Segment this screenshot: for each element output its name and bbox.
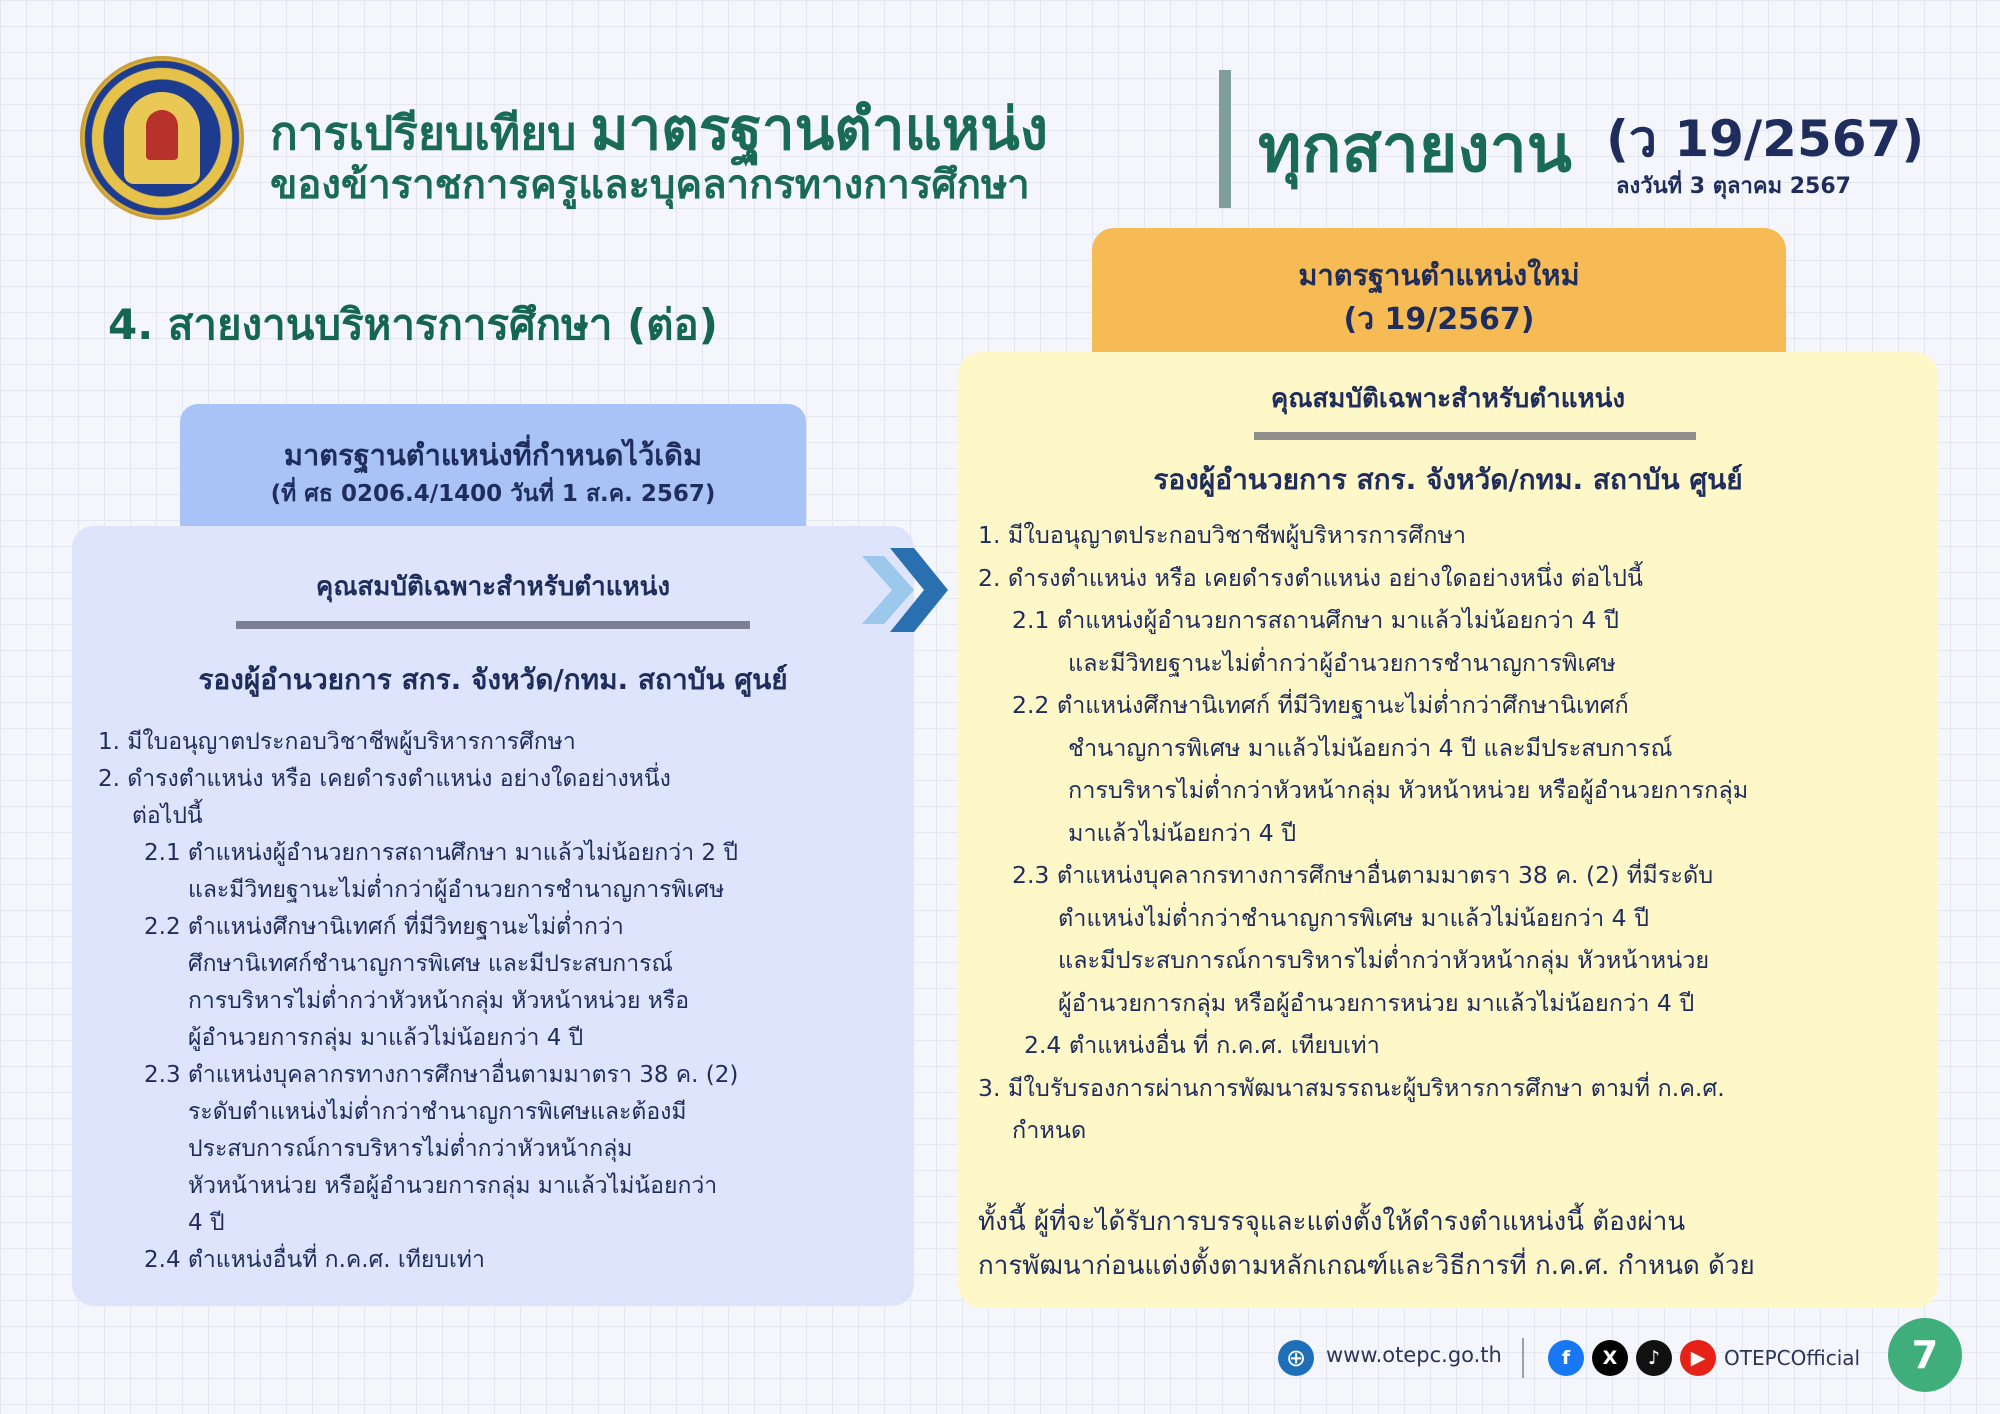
- old-position-title: รองผู้อำนวยการ สกร. จังหวัด/กทม. สถาบัน ศูนย์: [198, 663, 788, 696]
- list-item: 1. มีใบอนุญาตประกอบวิชาชีพผู้บริหารการศึกษา: [978, 521, 1467, 549]
- globe-icon[interactable]: ⊕: [1278, 1340, 1314, 1376]
- new-standard-note: [978, 1200, 1755, 1288]
- list-item: 2.2 ตำแหน่งศึกษานิเทศก์ ที่มีวิทยฐานะไม่ต่ำกว่า: [144, 914, 624, 940]
- list-item: ต่อไปนี้: [132, 803, 203, 829]
- new-standard-title: มาตรฐานตำแหน่งใหม่: [1298, 258, 1580, 292]
- list-item: การบริหารไม่ต่ำกว่าหัวหน้ากลุ่ม หัวหน้าหน่วย หรือ: [188, 988, 690, 1014]
- emblem-icon: [124, 92, 200, 184]
- list-item: ระดับตำแหน่งไม่ต่ำกว่าชำนาญการพิเศษและต้องมี: [188, 1099, 687, 1125]
- list-item: 2.4 ตำแหน่งอื่นที่ ก.ค.ศ. เทียบเท่า: [144, 1247, 485, 1273]
- new-position-title: รองผู้อำนวยการ สกร. จังหวัด/กทม. สถาบัน ศูนย์: [1153, 463, 1743, 496]
- old-standard-reference: (ที่ ศธ 0206.4/1400 วันที่ 1 ส.ค. 2567): [270, 481, 716, 507]
- list-item: และมีประสบการณ์การบริหารไม่ต่ำกว่าหัวหน้ากลุ่ม หัวหน้าหน่วย: [1058, 946, 1710, 974]
- list-item: 2.2 ตำแหน่งศึกษานิเทศก์ ที่มีวิทยฐานะไม่ต่ำกว่าศึกษานิเทศก์: [1012, 691, 1629, 719]
- list-item: 2. ดำรงตำแหน่ง หรือ เคยดำรงตำแหน่ง อย่างใดอย่างหนึ่ง: [98, 766, 671, 792]
- list-item: มาแล้วไม่น้อยกว่า 4 ปี: [1068, 818, 1297, 847]
- list-item: ผู้อำนวยการกลุ่ม มาแล้วไม่น้อยกว่า 4 ปี: [188, 1025, 584, 1051]
- new-standard-tab: [1092, 228, 1786, 358]
- list-item: ชำนาญการพิเศษ มาแล้วไม่น้อยกว่า 4 ปี และมีประสบการณ์: [1068, 733, 1673, 762]
- note-line: ทั้งนี้ ผู้ที่จะได้รับการบรรจุและแต่งตั้งให้ดำรงตำแหน่งนี้ ต้องผ่าน: [978, 1207, 1686, 1237]
- chevron-right-icon: [862, 548, 948, 632]
- list-item: ประสบการณ์การบริหารไม่ต่ำกว่าหัวหน้ากลุ่ม: [188, 1136, 633, 1162]
- page-subtitle: ของข้าราชการครูและบุคลากรทางการศึกษา: [270, 162, 1030, 208]
- list-item: หัวหน้าหน่วย หรือผู้อำนวยการกลุ่ม มาแล้วไม่น้อยกว่า: [188, 1173, 718, 1199]
- list-item: และมีวิทยฐานะไม่ต่ำกว่าผู้อำนวยการชำนาญการพิเศษ: [188, 877, 725, 903]
- title-emphasis: มาตรฐานตำแหน่ง: [590, 95, 1049, 163]
- note-line: การพัฒนาก่อนแต่งตั้งตามหลักเกณฑ์และวิธีการที่ ก.ค.ศ. กำหนด ด้วย: [978, 1251, 1755, 1281]
- new-standard-reference: (ว 19/2567): [1343, 302, 1535, 337]
- x-icon[interactable]: X: [1592, 1340, 1628, 1376]
- order-date: ลงวันที่ 3 ตุลาคม 2567: [1616, 174, 1851, 199]
- title-prefix: การเปรียบเทียบ: [270, 106, 577, 160]
- new-qualification-heading: คุณสมบัติเฉพาะสำหรับตำแหน่ง: [1270, 384, 1626, 414]
- order-number: (ว 19/2567): [1606, 110, 1925, 168]
- old-standard-tab: [180, 404, 806, 528]
- list-item: 4 ปี: [188, 1210, 225, 1236]
- facebook-icon[interactable]: f: [1548, 1340, 1584, 1376]
- list-item: ผู้อำนวยการกลุ่ม หรือผู้อำนวยการหน่วย มาแล้วไม่น้อยกว่า 4 ปี: [1058, 988, 1695, 1017]
- tiktok-icon[interactable]: ♪: [1636, 1340, 1672, 1376]
- list-item: 2.3 ตำแหน่งบุคลากรทางการศึกษาอื่นตามมาตรา 38 ค. (2): [144, 1062, 739, 1088]
- list-item: 2.1 ตำแหน่งผู้อำนวยการสถานศึกษา มาแล้วไม่น้อยกว่า 4 ปี: [1012, 606, 1619, 634]
- list-item: การบริหารไม่ต่ำกว่าหัวหน้ากลุ่ม หัวหน้าหน่วย หรือผู้อำนวยการกลุ่ม: [1068, 776, 1749, 804]
- section-title: 4. สายงานบริหารการศึกษา (ต่อ): [108, 300, 718, 349]
- list-item: 1. มีใบอนุญาตประกอบวิชาชีพผู้บริหารการศึกษา: [98, 729, 576, 755]
- all-lines-label: ทุกสายงาน: [1258, 110, 1572, 187]
- youtube-icon[interactable]: ▶: [1680, 1340, 1716, 1376]
- page-number: 7: [1888, 1318, 1962, 1392]
- footer-divider: [1522, 1338, 1524, 1378]
- old-heading-underline: [236, 621, 750, 629]
- list-item: และมีวิทยฐานะไม่ต่ำกว่าผู้อำนวยการชำนาญการพิเศษ: [1068, 648, 1616, 677]
- otepc-logo: [80, 56, 244, 220]
- social-handle[interactable]: OTEPCOfficial: [1724, 1346, 1861, 1370]
- new-heading-underline: [1254, 432, 1696, 440]
- list-item: กำหนด: [1012, 1116, 1087, 1144]
- old-standard-title: มาตรฐานตำแหน่งที่กำหนดไว้เดิม: [283, 438, 703, 472]
- old-qualification-list: [98, 724, 738, 1279]
- old-qualification-heading: คุณสมบัติเฉพาะสำหรับตำแหน่ง: [315, 572, 671, 602]
- list-item: 3. มีใบรับรองการผ่านการพัฒนาสมรรถนะผู้บริหารการศึกษา ตามที่ ก.ค.ศ.: [978, 1073, 1725, 1102]
- list-item: 2.3 ตำแหน่งบุคลากรทางการศึกษาอื่นตามมาตรา 38 ค. (2) ที่มีระดับ: [1012, 861, 1714, 889]
- list-item: 2.4 ตำแหน่งอื่น ที่ ก.ค.ศ. เทียบเท่า: [1024, 1031, 1380, 1059]
- header-divider: [1219, 70, 1231, 208]
- website-link[interactable]: www.otepc.go.th: [1326, 1343, 1502, 1367]
- list-item: ตำแหน่งไม่ต่ำกว่าชำนาญการพิเศษ มาแล้วไม่น้อยกว่า 4 ปี: [1058, 903, 1650, 932]
- new-qualification-list: [978, 514, 1748, 1152]
- list-item: ศึกษานิเทศก์ชำนาญการพิเศษ และมีประสบการณ์: [188, 951, 673, 977]
- list-item: 2.1 ตำแหน่งผู้อำนวยการสถานศึกษา มาแล้วไม่น้อยกว่า 2 ปี: [144, 840, 738, 866]
- list-item: 2. ดำรงตำแหน่ง หรือ เคยดำรงตำแหน่ง อย่างใดอย่างหนึ่ง ต่อไปนี้: [978, 563, 1643, 592]
